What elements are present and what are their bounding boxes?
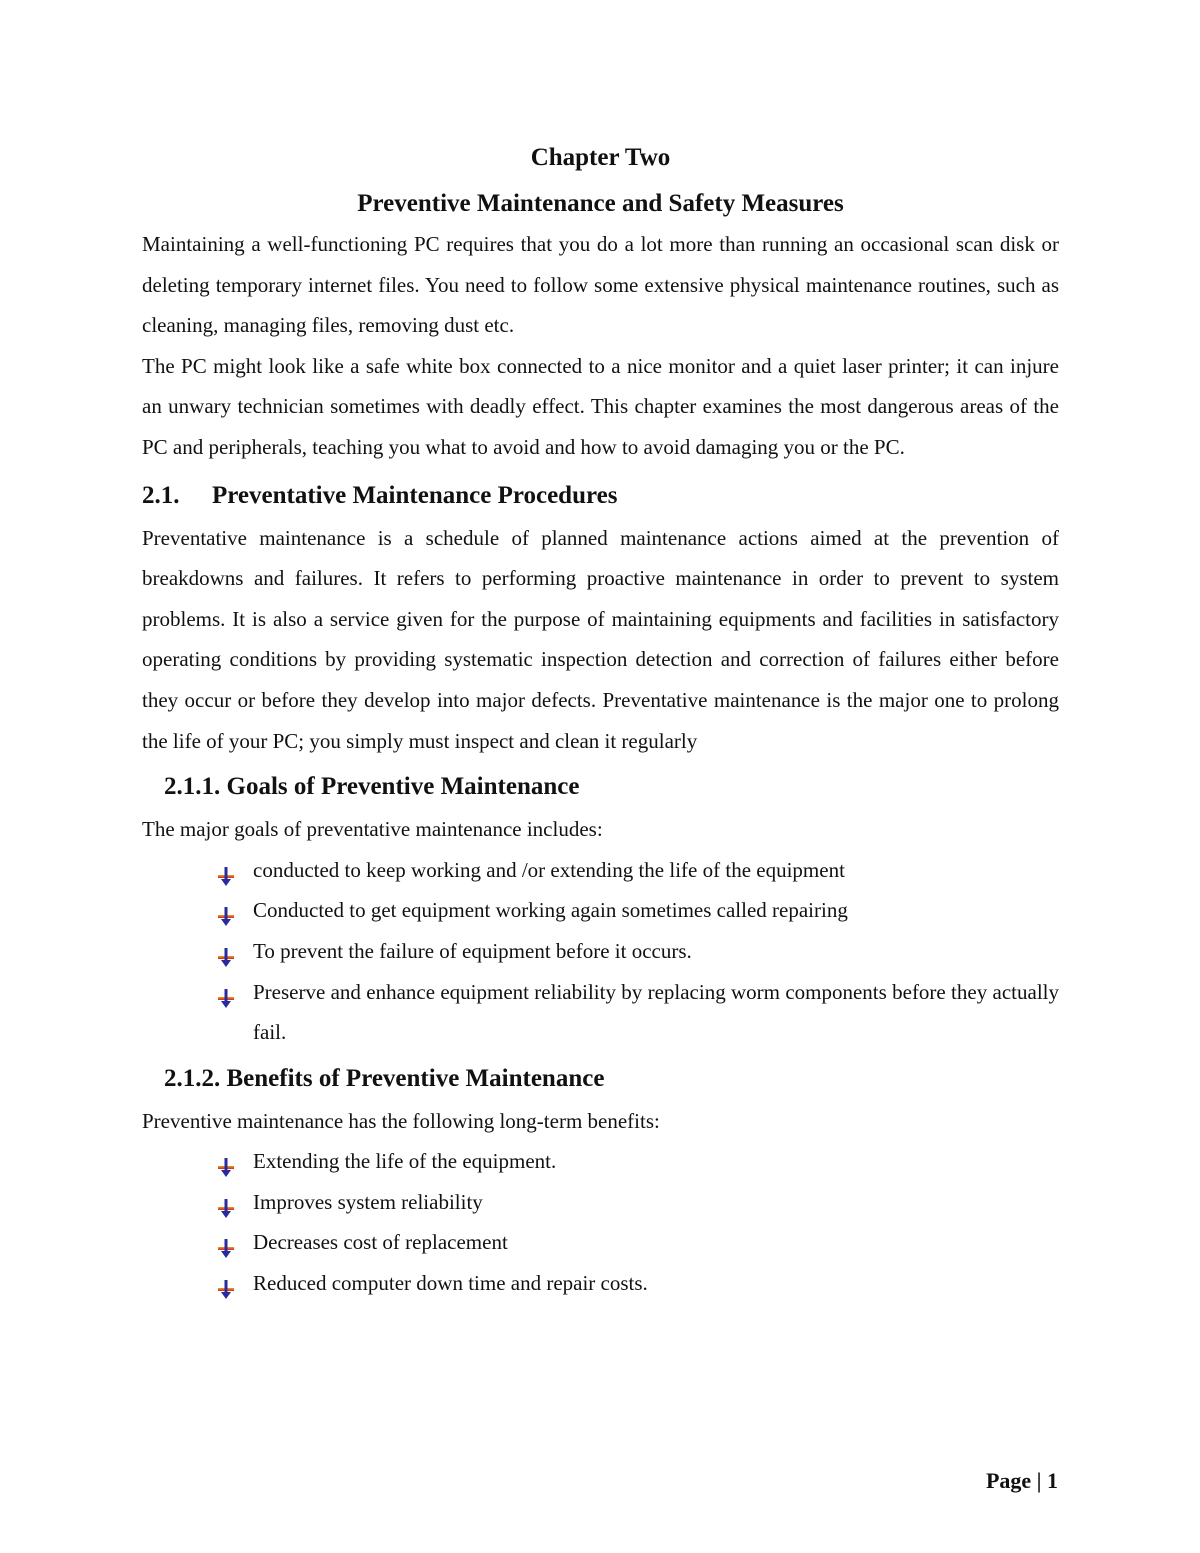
chapter-subtitle: Preventive Maintenance and Safety Measures (357, 190, 844, 217)
arrow-down-icon (217, 1192, 235, 1212)
list-item (217, 850, 1059, 891)
list-item-text: Improves system reliability (253, 1189, 483, 1214)
section-2-1-heading (142, 476, 1059, 516)
arrow-down-icon (217, 1232, 235, 1252)
list-item (217, 931, 1059, 972)
list-item-text: conducted to keep working and /or extending the life of the equipment (253, 857, 845, 882)
arrow-down-icon (217, 1151, 235, 1171)
section-2-1-2-intro: Preventive maintenance has the following long-term benefits: (142, 1108, 660, 1133)
list-item-text: Decreases cost of replacement (253, 1230, 508, 1255)
arrow-down-icon (217, 941, 235, 961)
list-item (217, 972, 1059, 1053)
benefits-list (142, 1141, 1059, 1303)
arrow-down-icon (217, 860, 235, 880)
goals-list (142, 850, 1059, 1053)
arrow-down-icon (217, 982, 235, 1002)
section-2-1-body: Preventative maintenance is a schedule of planned maintenance actions aimed at the prevention of breakdowns and failures. It refers to performing proactive maintenance in order to prevent to system problems. It is also a service given for the purpose of maintaining equipments and facilities in satisfactory operating conditions by providing systematic inspection detection and correction of failures either before they occur or before they develop into major defects. Preventative maintenance is the major one to prolong the life of your PC; you simply must inspect and clean it regularly (142, 525, 1059, 753)
list-item (217, 1263, 1059, 1304)
list-item-text: Reduced computer down time and repair costs. (253, 1271, 648, 1296)
list-item-text: To prevent the failure of equipment before it occurs. (253, 938, 692, 963)
list-item-text: Conducted to get equipment working again sometimes called repairing (253, 898, 848, 923)
list-item-text: Preserve and enhance equipment reliability by replacing worm components before they actually fail. (253, 979, 1059, 1045)
section-2-1-1-heading: 2.1.1. Goals of Preventive Maintenance (164, 773, 580, 801)
arrow-down-icon (217, 900, 235, 920)
list-item (217, 1182, 1059, 1223)
page-number: Page | 1 (985, 1468, 1058, 1493)
intro-paragraph-2: The PC might look like a safe white box connected to a nice monitor and a quiet laser printer; it can injure an unwary technician sometimes with deadly effect. This chapter examines the most dangerous areas of the PC and peripherals, teaching you what to avoid and how to avoid damaging you or the PC. (142, 353, 1059, 459)
arrow-down-icon (217, 1273, 235, 1293)
chapter-title: Chapter Two (530, 144, 671, 171)
list-item (217, 890, 1059, 931)
list-item (217, 1222, 1059, 1263)
section-2-1-number: 2.1. (142, 481, 180, 509)
page-content (142, 138, 1059, 1304)
list-item (217, 1141, 1059, 1182)
section-2-1-1-intro: The major goals of preventative maintenance includes: (142, 817, 603, 842)
list-item-text: Extending the life of the equipment. (253, 1149, 557, 1174)
section-2-1-title: Preventative Maintenance Procedures (212, 481, 618, 509)
section-2-1-2-heading: 2.1.2. Benefits of Preventive Maintenance (164, 1064, 605, 1092)
intro-paragraph-1: Maintaining a well-functioning PC requires that you do a lot more than running an occasional scan disk or deleting temporary internet files. You need to follow some extensive physical maintenance routines, such as cleaning, managing files, removing dust etc. (142, 232, 1059, 338)
